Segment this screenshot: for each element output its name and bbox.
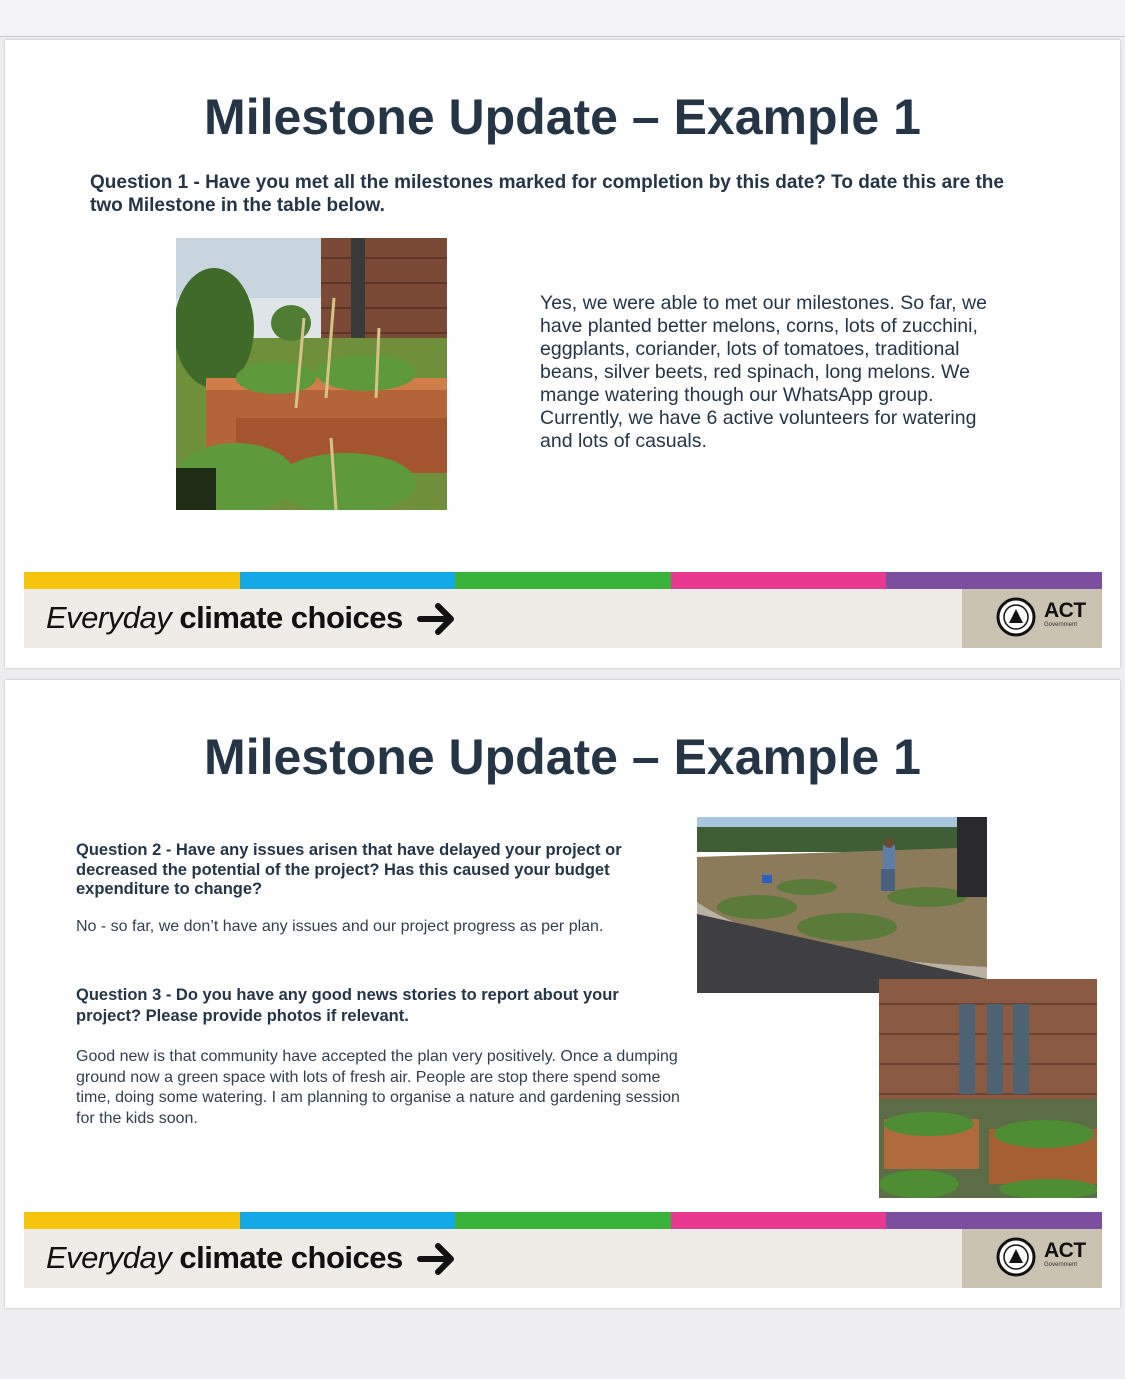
act-government-logo: ACT Government xyxy=(962,589,1102,648)
act-government-logo: ACT Government xyxy=(962,1229,1102,1288)
question-2: Question 2 - Have any issues arisen that have delayed your project or decreased the potential of the project? Has this caused your budget expenditure to change? xyxy=(76,841,622,898)
act-seal-icon xyxy=(996,597,1036,637)
color-stripe-bar xyxy=(24,1212,1102,1229)
volunteer-gardening-photo xyxy=(697,817,987,993)
slide-1 xyxy=(5,40,1120,668)
question-3: Question 3 - Do you have any good news stories to report about your project? Please provide photos if relevant. xyxy=(76,986,619,1025)
question-1: Question 1 - Have you met all the milestones marked for completion by this date? To date this are the two Milestone in the table below. xyxy=(90,172,1004,216)
garden-beds-photo xyxy=(176,238,447,510)
color-stripe-bar xyxy=(24,572,1102,589)
raised-beds-building-photo xyxy=(879,979,1097,1198)
slide-title: Milestone Update – Example 1 xyxy=(204,729,921,785)
tagline: Everyday climate choices xyxy=(46,1240,403,1275)
answer-2: No - so far, we don’t have any issues and our project progress as per plan. xyxy=(76,918,604,935)
arrow-right-icon xyxy=(416,601,458,637)
slide-2 xyxy=(5,680,1120,1308)
arrow-right-icon xyxy=(416,1241,458,1277)
act-seal-icon xyxy=(996,1237,1036,1277)
tagline: Everyday climate choices xyxy=(46,600,403,635)
answer-1: Yes, we were able to met our milestones. So far, we have planted better melons, corns, lots of zucchini, eggplants, coriander, lots of tomatoes, traditional beans, silver beets, red spinach, long melons. We mange watering though our WhatsApp group. Currently, we have 6 active volunteers for watering and lots of casuals. xyxy=(540,292,987,452)
viewer-top-bar xyxy=(0,0,1125,37)
answer-3: Good new is that community have accepted the plan very positively. Once a dumping ground now a green space with lots of fresh air. People are stop there spend some time, doing some watering. I am planning to organise a nature and gardening session for the kids soon. xyxy=(76,1048,680,1127)
footer-banner xyxy=(24,1229,1102,1288)
footer-banner xyxy=(24,589,1102,648)
slide-title: Milestone Update – Example 1 xyxy=(204,89,921,145)
